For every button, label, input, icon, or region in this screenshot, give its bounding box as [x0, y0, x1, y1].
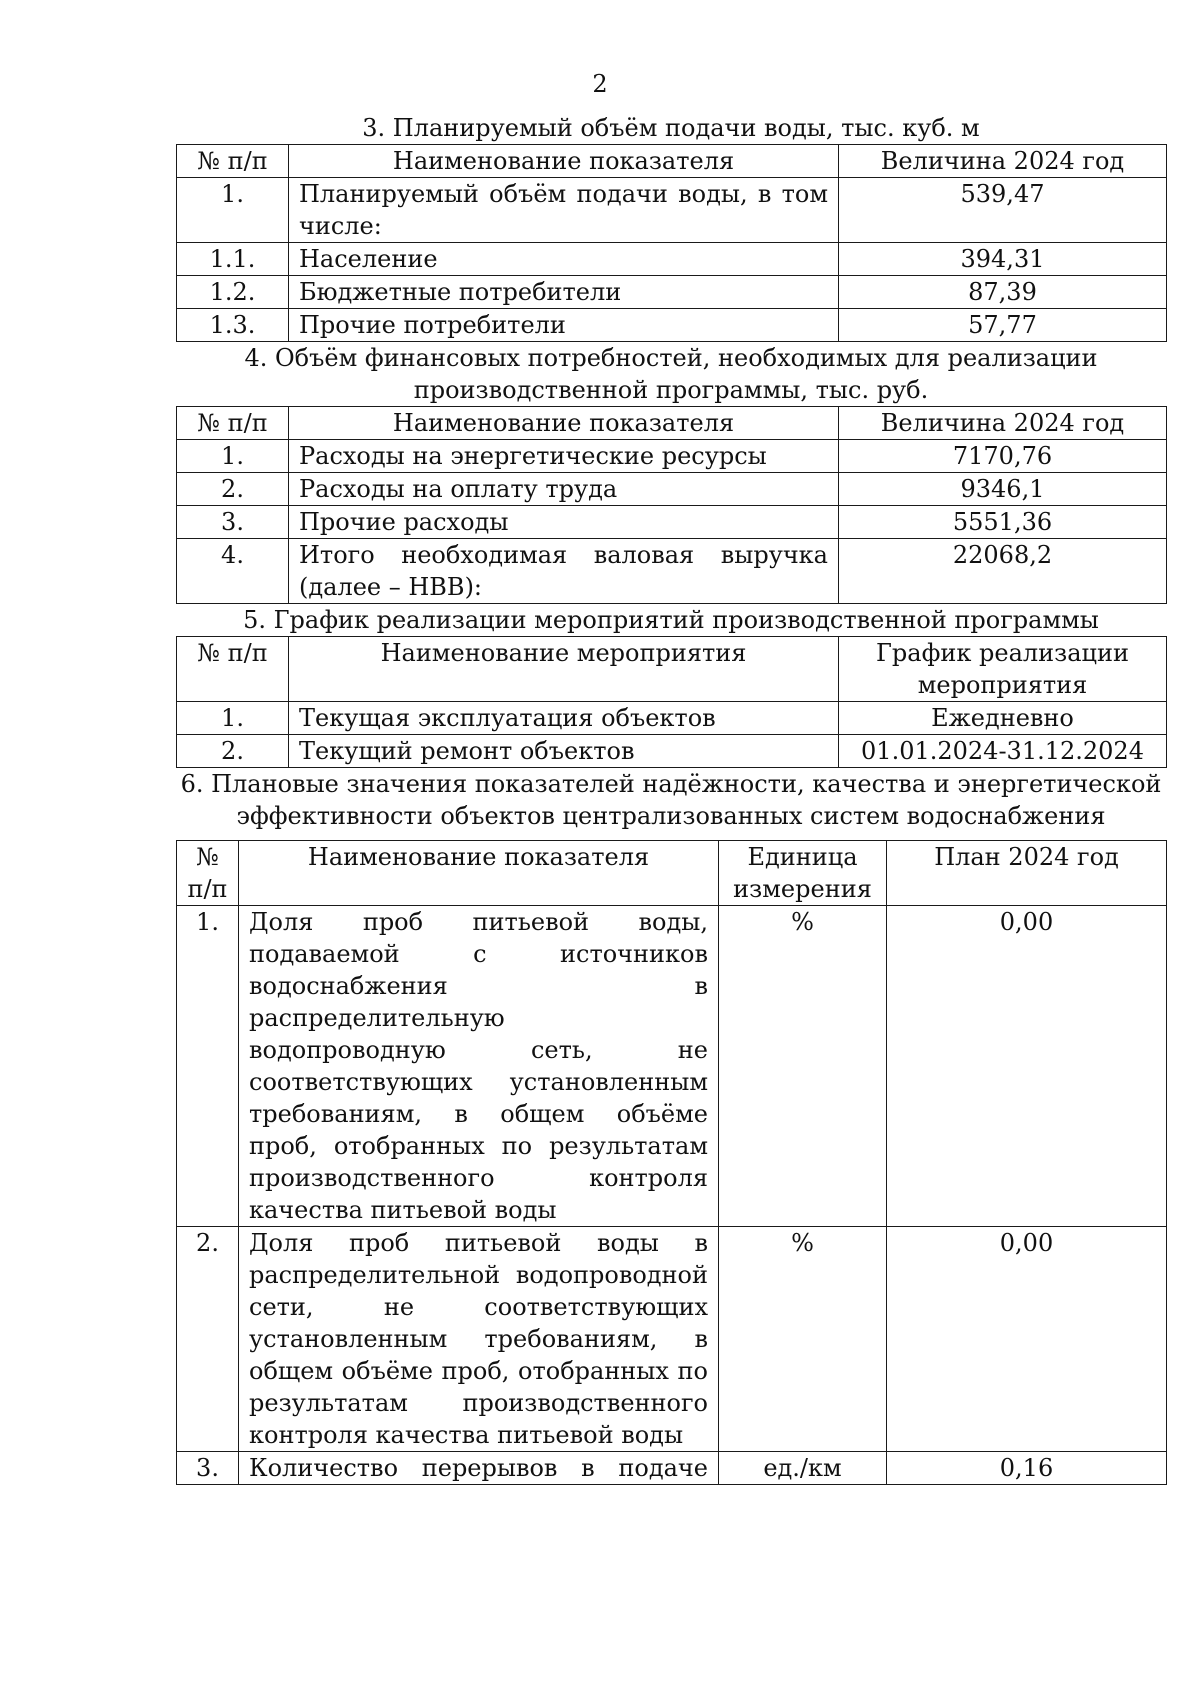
header-unit: Единица измерения — [719, 841, 887, 906]
section-3-title: 3. Планируемый объём подачи воды, тыс. куб. м — [362, 114, 980, 142]
header-num: № п/п — [177, 145, 289, 178]
row-unit: % — [719, 906, 887, 1227]
row-num: 1. — [177, 440, 289, 473]
row-value: 22068,2 — [839, 539, 1167, 604]
table-header-row — [177, 145, 1167, 178]
row-plan: 0,16 — [887, 1452, 1167, 1485]
header-num: № п/п — [177, 407, 289, 440]
row-unit: ед./км — [719, 1452, 887, 1485]
header-num: № п/п — [177, 841, 239, 906]
section-4-title — [176, 342, 1166, 406]
header-name: Наименование показателя — [289, 407, 839, 440]
row-name: Доля проб питьевой воды в распределительной водопроводной сети, не соответствующих установленным требованиям, в общем объёме проб, отобранных по результатам производственного контроля качества питьевой воды — [239, 1227, 719, 1452]
row-name: Планируемый объём подачи воды, в том числе: — [289, 178, 839, 243]
table-row — [177, 1227, 1167, 1452]
section-6-title — [176, 768, 1166, 832]
row-num: 2. — [177, 1227, 239, 1452]
row-unit: % — [719, 1227, 887, 1452]
header-value: График реализации мероприятия — [839, 637, 1167, 702]
section-5-title: 5. График реализации мероприятий производственной программы — [243, 606, 1099, 634]
page-number: 2 — [592, 70, 608, 98]
row-value: 01.01.2024-31.12.2024 — [839, 735, 1167, 768]
row-plan: 0,00 — [887, 906, 1167, 1227]
row-value: 7170,76 — [839, 440, 1167, 473]
table-row — [177, 735, 1167, 768]
row-name: Прочие потребители — [289, 309, 839, 342]
row-name: Доля проб питьевой воды, подаваемой с источников водоснабжения в распределительную водопроводную сеть, не соответствующих установленным требованиям, в общем объёме проб, отобранных по результатам производственного контроля качества питьевой воды — [239, 906, 719, 1227]
row-name: Расходы на энергетические ресурсы — [289, 440, 839, 473]
header-name: Наименование показателя — [239, 841, 719, 906]
header-plan: План 2024 год — [887, 841, 1167, 906]
header-name: Наименование мероприятия — [289, 637, 839, 702]
row-num: 2. — [177, 735, 289, 768]
section-3-table — [176, 144, 1167, 342]
section-6-title-line-1: 6. Плановые значения показателей надёжности, качества и энергетической — [180, 770, 1162, 798]
table-row — [177, 506, 1167, 539]
row-value: 394,31 — [839, 243, 1167, 276]
section-5-table — [176, 636, 1167, 768]
row-value: 57,77 — [839, 309, 1167, 342]
header-value: Величина 2024 год — [839, 407, 1167, 440]
row-num: 2. — [177, 473, 289, 506]
table-row — [177, 906, 1167, 1227]
section-4-title-line-1: 4. Объём финансовых потребностей, необходимых для реализации — [244, 344, 1098, 372]
row-name: Расходы на оплату труда — [289, 473, 839, 506]
section-6-title-line-2: эффективности объектов централизованных систем водоснабжения — [236, 802, 1106, 830]
header-value: Величина 2024 год — [839, 145, 1167, 178]
row-num: 1. — [177, 906, 239, 1227]
table-row — [177, 276, 1167, 309]
row-num: 3. — [177, 1452, 239, 1485]
section-4-title-line-2: производственной программы, тыс. руб. — [413, 376, 929, 404]
section-4-table — [176, 406, 1167, 604]
row-name: Население — [289, 243, 839, 276]
table-row — [177, 243, 1167, 276]
table-row — [177, 1452, 1167, 1485]
table-row — [177, 702, 1167, 735]
row-name: Итого необходимая валовая выручка (далее – НВВ): — [289, 539, 839, 604]
table-row — [177, 473, 1167, 506]
row-value: 539,47 — [839, 178, 1167, 243]
row-num: 3. — [177, 506, 289, 539]
document-body — [176, 112, 1166, 1485]
table-header-row — [177, 407, 1167, 440]
table-row — [177, 539, 1167, 604]
row-num: 1. — [177, 702, 289, 735]
header-name: Наименование показателя — [289, 145, 839, 178]
row-name: Текущий ремонт объектов — [289, 735, 839, 768]
row-value: 5551,36 — [839, 506, 1167, 539]
row-num: 4. — [177, 539, 289, 604]
row-value: 87,39 — [839, 276, 1167, 309]
row-value: 9346,1 — [839, 473, 1167, 506]
row-value: Ежедневно — [839, 702, 1167, 735]
section-6-table — [176, 840, 1167, 1485]
row-num: 1. — [177, 178, 289, 243]
row-name: Прочие расходы — [289, 506, 839, 539]
table-header-row — [177, 637, 1167, 702]
row-name: Текущая эксплуатация объектов — [289, 702, 839, 735]
table-row — [177, 440, 1167, 473]
header-num: № п/п — [177, 637, 289, 702]
row-plan: 0,00 — [887, 1227, 1167, 1452]
table-row — [177, 309, 1167, 342]
table-row — [177, 178, 1167, 243]
row-name: Количество перерывов в подаче — [239, 1452, 719, 1485]
row-num: 1.2. — [177, 276, 289, 309]
table-header-row — [177, 841, 1167, 906]
row-num: 1.3. — [177, 309, 289, 342]
row-name: Бюджетные потребители — [289, 276, 839, 309]
row-num: 1.1. — [177, 243, 289, 276]
